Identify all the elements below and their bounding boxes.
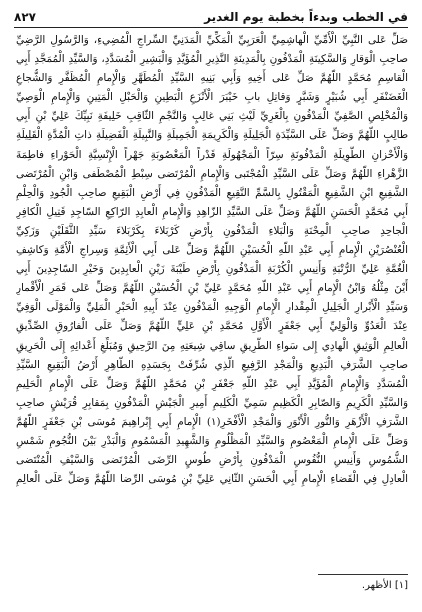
text-line: وَسَيِّدِ الْأَبْرارِ الْجَلِيلِ الْمِقْدارِ الْإِمامِ الْوَجِيهِ الْمَدْفُونِ عِنْدَ أَبِيهِ الْحَبْرِ الْمَلِيِّ وَالْمَوْلَى الْوَفِيِّ <box>16 301 408 314</box>
text-line: أَبِي مُحَمَّدٍ الْحَسَنِ اللّهُمَّ وَصَلِّ عَلَى السَّيِّدِ الزّاهِدِ وَالْإِمامِ الْعابِدِ الرّاكِعِ السّاجِدِ قَتِيلِ الْكافِرِ <box>16 205 408 218</box>
text-line: الْعُنْصُرَيْنِ الْإِمامِ أَبِي عَبْدِ اللّهِ الْحُسَيْنِ اللّهُمَّ وَصَلِّ عَلى أَبِي الْأَئِمَّةِ وَسِراجِ الْأُمَّةِ وَكاشِفِ <box>16 244 408 257</box>
text-line: الْعالِمِ الْوَثِيقِ الْهادِي إِلى سَواءِ الطَّرِيقِ ساقِي شِيعَتِهِ مِنَ الرَّحِيقِ وَمُبَلِّغِ أَعْدائِهِ إِلَى الْحَرِيقِ <box>16 339 408 352</box>
footnote: [١] الأظهر. <box>361 580 408 591</box>
text-line: صاحِبِ الْوَقارِ وَالسَّكِينَةِ الْمَدْفُونِ بِالْمَدِينَةِ النَّذِيرِ الْمُؤَيَّدِ وَالْبَشِيرِ الْمُسَدَّدِ، وَالسَّيِّدِ الْمُمَجَّدِ أَبِي <box>16 53 408 66</box>
text-line: الشَّفِيعِ ابْنِ الشَّفِيعِ الْمَقْتُولِ بِالسَّمِّ النَّقِيعِ الْمَدْفُونِ فِي أَرْضِ الْبَقِيعِ صاحِبِ الْجُودِ وَالْحِلْمِ <box>16 186 408 199</box>
text-line: الْقاسِمِ مُحَمَّدٍ اللّهُمَّ صَلِّ عَلى أَخِيهِ وَأَبِي بَنِيهِ السَّيِّدِ الْمُطَهَّرِ وَالْإِمامِ الْمُظَفَّرِ وَالشُّجاعِ <box>16 72 408 85</box>
text-line: الْجاحِدِ صاحِبِ الْمِحْنَةِ وَالْبَلاءِ الْمَدْفُونِ بِأَرْضِ كَرْبَلاءَ بِكَرْبَلاءَ سَيِّدِ الثَّقَلَيْنِ وَزَكِيِّ <box>16 224 408 237</box>
text-line: الْمُسَدَّدِ وَالْإِمامِ الْمُؤَيَّدِ أَبِي عَبْدِ اللّهِ جَعْفَرِ بْنِ مُحَمَّدٍ اللّهُمَّ وَصَلِّ عَلَى الْإِمامِ الْحَلِيمِ <box>16 377 408 390</box>
page-number: ٨٢٧ <box>14 10 36 24</box>
body-text <box>16 31 408 541</box>
running-header <box>14 6 408 28</box>
text-line: الْغَضَنْفَرِ أَبِي شُبَيْرٍ وَشَبَّرٍ وَقاتِلِ بابِ خَيْبَرَ الْأَنْزَعِ الْبَطِينِ وَالْحَبْلِ الْمَتِينِ وَالْإِمامِ الْوَصِيِّ <box>16 91 408 104</box>
text-line: أَيْنَ مِثْلُهُ وَابْنُ الْإِمامِ أَبِي عَبْدِ اللّهِ مُحَمَّدٍ عَلِيِّ بْنِ الْحُسَيْنِ اللّهُمَّ وَصَلِّ عَلى قَمَرِ الْأَقْمارِ <box>16 282 408 295</box>
text-line: وَالْأَحْزانِ الطَّوِيلَةِ الْمَدْفُونَةِ سِرّاً الْمَجْهُولَةِ قَدْراً الْمَغْصُوبَةِ جَهْراً الْإِنْسِيَّةِ الْحَوْراءِ فاطِمَةَ <box>16 148 408 161</box>
header-rule <box>14 27 408 28</box>
text-line: وَالسَّيِّدِ الْكَرِيمِ وَالصّابِرِ الْكَظِيمِ سَمِيِّ الْكَلِيمِ أَمِيرِ الْجَيْشِ الْمَدْفُونِ بِمَقابِرِ قُرَيْشٍ صاحِبِ <box>16 396 408 409</box>
header-title: في الخطب وبدءاً بخطبة يوم الغدير <box>204 10 408 24</box>
text-line: طالِبٍ اللّهُمَّ وَصَلِّ عَلَى السَّيِّدَةِ الْجَلِيلَةِ وَالْكَرِيمَةِ الْجَمِيلَةِ وَالنَّبِيلَةِ الْفَضِيلَةِ ذاتِ الْمُدَّةِ الْقَلِيلَةِ <box>16 129 408 142</box>
text-line: الْعادِلِ فِي الْقَضاءِ الْإِمامِ أَبِي الْحَسَنِ الثّانِي عَلِيِّ بْنِ مُوسَى الرِّضا اللّهُمَّ وَصَلِّ عَلَى الْعالِمِ <box>16 473 408 486</box>
text-line: وَصَلِّ عَلَى الْإِمامِ الْمَعْصُومِ وَالسَّيِّدِ الْمَظْلُومِ وَالشَّهِيدِ الْمَسْمُومِ وَالْبَدْرِ بَيْنَ النُّجُومِ شَمْسِ <box>16 434 408 447</box>
text-line: صاحِبِ الشَّرَفِ الْبَدِيعِ وَالْمَجْدِ الرَّفِيعِ الَّذِي شُرِّفَتْ بِجَسَدِهِ الطّاهِرِ أَرْضُ الْبَقِيعِ السَّيِّدِ <box>16 358 408 371</box>
text-line: وَالْمُخْلِصِ الصَّفِيِّ الْمَدْفُونِ بِالْغَرِيِّ لَيْثِ بَنِي غالِبٍ وَالنَّجْمِ الثّاقِبِ خَلِيفَةِ نَبِيِّكَ عَلِيِّ بْنِ أَبِي <box>16 110 408 123</box>
text-line: الشُّمُوسِ وَأَنِيسِ النُّفُوسِ الْمَدْفُونِ بِأَرْضِ طُوسٍ الرِّضَى الْمُرْتَضى وَالسَّيْفِ الْمُنْتَضى <box>16 454 408 467</box>
footnote-rule <box>318 574 408 575</box>
text-line: الشَّرَفِ الْأَزْهَرِ وَالنُّورِ الْأَنْوَرِ وَالْمَجْدِ الْأَفْخَرِ(١) الْإِمامِ أَبِي إِبْراهِيمَ مُوسَى بْنِ جَعْفَرٍ اللّهُمَّ <box>16 415 408 428</box>
text-line: الْغُمَّةِ عَلِيِّ الرُّتْبَةِ وَأَنِيسِ الْكُرْبَةِ الْمَدْفُونِ بِأَرْضِ طَيْبَةَ زَيْنِ الْعابِدِينَ وَخَيْرِ السّاجِدِينَ أَبِي <box>16 263 408 276</box>
text-line: الزَّهْراءِ اللّهُمَّ وَصَلِّ عَلَى السَّيِّدِ الْمُجْتَبى وَالْإِمامِ الْمُرْتَضى سِبْطِ الْمُصْطَفى وَابْنِ الْمُرْتَضى <box>16 167 408 180</box>
text-line: عِنْدَ الْعَدُوِّ وَالْوَلِيِّ أَبِي جَعْفَرٍ الْأَوَّلِ مُحَمَّدِ بْنِ عَلِيٍّ اللّهُمَّ وَصَلِّ عَلَى الْفارُوقِ الصِّدِّيقِ <box>16 320 408 333</box>
text-line: صَلِّ عَلى النَّبِيِّ الْأُمِّيِّ الْهاشِمِيِّ الْعَرَبِيِّ الْمَكِّيِّ الْمَدَنِيِّ السِّراجِ الْمُضِيءِ، وَالرَّسُولِ الرَّضِيِّ <box>16 34 408 46</box>
